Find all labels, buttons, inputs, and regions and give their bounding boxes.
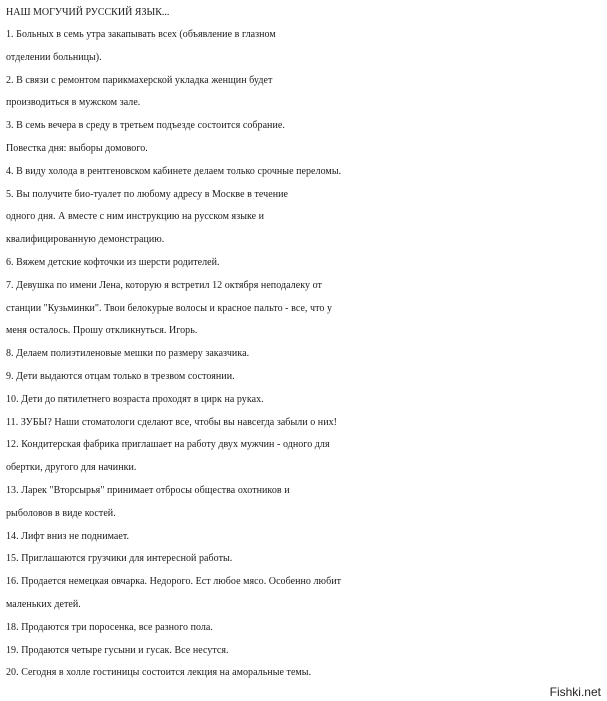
text-line: 14. Лифт вниз не поднимает. <box>6 530 130 542</box>
text-line: 20. Сегодня в холле гостиницы состоится лекция на аморальные темы. <box>6 667 312 679</box>
text-line: станции "Кузьминки". Твои белокурые волосы и красное пальто - все, что у <box>6 302 333 314</box>
text-line: 10. Дети до пятилетнего возраста проходят в цирк на руках. <box>6 393 264 405</box>
document-body <box>6 1 606 685</box>
text-line: производиться в мужском зале. <box>6 97 141 109</box>
text-line: 4. В виду холода в рентгеновском кабинете делаем только срочные переломы. <box>6 165 342 177</box>
text-line: 2. В связи с ремонтом парикмахерской укладка женщин будет <box>6 74 273 86</box>
text-line: 9. Дети выдаются отцам только в трезвом состоянии. <box>6 370 235 382</box>
text-line: 5. Вы получите био-туалет по любому адресу в Москве в течение <box>6 188 288 200</box>
text-line: 15. Приглашаются грузчики для интересной работы. <box>6 553 233 565</box>
text-line: 3. В семь вечера в среду в третьем подъезде состоится собрание. <box>6 120 285 132</box>
text-line: 7. Девушка по имени Лена, которую я встретил 12 октября неподалеку от <box>6 279 322 291</box>
text-line: 1. Больных в семь утра закапывать всех (объявление в глазном <box>6 29 276 40</box>
text-line: 16. Продается немецкая овчарка. Недорого. Ест любое мясо. Особенно любит <box>6 576 342 588</box>
text-line: одного дня. А вместе с ним инструкцию на русском языке и <box>6 211 265 223</box>
text-line: отделении больницы). <box>6 51 102 63</box>
text-line: обертки, другого для начинки. <box>6 462 137 474</box>
text-line: 18. Продаются три поросенка, все разного пола. <box>6 621 213 633</box>
text-line: Повестка дня: выборы домового. <box>6 142 148 154</box>
document-title: НАШ МОГУЧИЙ РУССКИЙ ЯЗЫК... <box>6 7 170 18</box>
text-line: 13. Ларек "Вторсырья" принимает отбросы общества охотников и <box>6 484 290 496</box>
text-lines <box>6 24 606 685</box>
text-line: маленьких детей. <box>6 598 81 610</box>
text-line: 19. Продаются четыре гусыни и гусак. Все несутся. <box>6 644 229 656</box>
text-line: меня осталось. Прошу откликнуться. Игорь. <box>6 325 198 337</box>
text-line: 11. ЗУБЫ? Наши стоматологи сделают все, чтобы вы навсегда забыли о них! <box>6 416 338 428</box>
text-line: 8. Делаем полиэтиленовые мешки по размеру заказчика. <box>6 348 250 360</box>
text-line: квалифицированную демонстрацию. <box>6 234 165 246</box>
text-line: рыболовов в виде костей. <box>6 507 116 519</box>
watermark-logo: Fishki.net <box>549 685 601 699</box>
text-line: 12. Кондитерская фабрика приглашает на работу двух мужчин - одного для <box>6 439 330 451</box>
text-line: 6. Вяжем детские кофточки из шерсти родителей. <box>6 256 220 268</box>
